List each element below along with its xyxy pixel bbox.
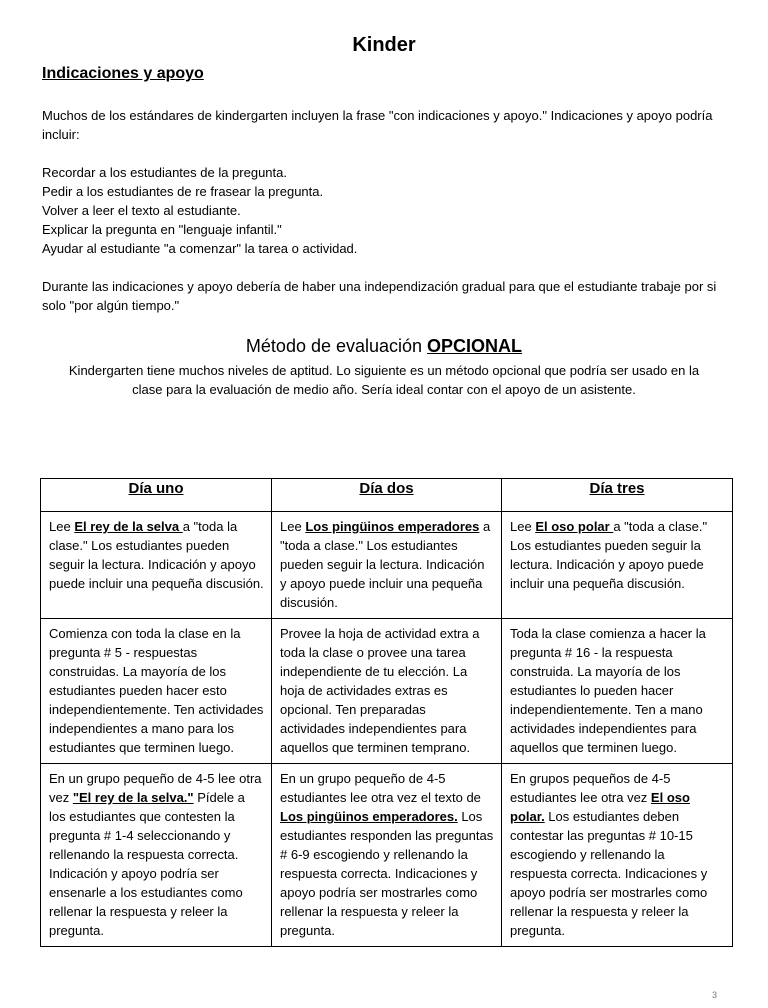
table-cell [272, 764, 502, 947]
table-row [41, 619, 733, 764]
cell-text: Pídele a los estudiantes que contesten la pregunta # 1-4 seleccionando y rellenando la respuesta correcta. Indicación y apoyo podría ser ensenarle a los estudiantes como rellenar la respuesta y releer la pregunta. [49, 790, 245, 938]
list-item: Recordar a los estudiantes de la pregunta. [42, 165, 287, 180]
cell-text: En un grupo pequeño de 4-5 lee otra vez [49, 771, 262, 805]
cell-text: Toda la clase comienza a hacer la pregunta # 16 - la respuesta construida. La mayoría de los estudiantes lo pueden hacer independientemente. Ten a mano actividades independientes para aquellos que terminen luego. [510, 626, 706, 755]
section-heading: Indicaciones y apoyo [42, 65, 204, 82]
table-cell [41, 619, 272, 764]
cell-text: En grupos pequeños de 4-5 estudiantes lee otra vez [510, 771, 671, 805]
page-title: Kinder [352, 34, 416, 56]
method-heading-emphasis: OPCIONAL [427, 336, 523, 356]
cell-text: Lee [49, 519, 75, 534]
header-day-one: Día uno [41, 479, 272, 512]
cell-text: Provee la hoja de actividad extra a toda la clase o provee una tarea independiente de tu elección. La hoja de actividades extras es opcional. Ten preparadas actividades independientes para aquellos que terminen temprano. [280, 626, 480, 755]
list-item: Volver a leer el texto al estudiante. [42, 203, 241, 218]
method-heading-prefix: Método de evaluación [245, 336, 428, 356]
method-intro: Kindergarten tiene muchos niveles de aptitud. Lo siguiente es un método opcional que podría ser usado en la clase para la evaluación de medio año. Sería ideal contar con el apoyo de un asistente. [68, 363, 700, 397]
schedule-table [40, 478, 733, 947]
book-title: "El rey de la selva." [72, 790, 194, 805]
cell-text: a "toda a clase." Los estudiantes pueden seguir la lectura. Indicación y apoyo puede incluir una pequeña discusión. [510, 519, 708, 591]
list-item: Explicar la pregunta en "lenguaje infantil." [42, 222, 282, 237]
intro-paragraph: Muchos de los estándares de kindergarten incluyen la frase "con indicaciones y apoyo." Indicaciones y apoyo podría incluir: [42, 108, 713, 142]
closing-paragraph: Durante las indicaciones y apoyo debería de haber una independización gradual para que el estudiante trabaje por si solo "por algún tiempo." [42, 279, 717, 313]
table-cell [272, 619, 502, 764]
table-cell [502, 512, 733, 619]
table-header-row [41, 479, 733, 512]
book-title: El oso polar [535, 519, 614, 534]
table-cell [272, 512, 502, 619]
book-title: El rey de la selva [74, 519, 183, 534]
cell-text: En un grupo pequeño de 4-5 estudiantes lee otra vez el texto de [280, 771, 481, 805]
cell-text: a "toda la clase." Los estudiantes pueden seguir la lectura. Indicación y apoyo puede incluir una pequeña discusión. [49, 519, 264, 591]
list-item: Pedir a los estudiantes de re frasear la pregunta. [42, 184, 324, 199]
list-item: Ayudar al estudiante "a comenzar" la tarea o actividad. [42, 241, 358, 256]
cell-text: Lee [510, 519, 536, 534]
table-row [41, 512, 733, 619]
page-number: 3 [712, 990, 718, 1000]
cell-text: Los estudiantes responden las preguntas # 6-9 escogiendo y rellenando la respuesta correcta. Indicaciones y apoyo podría ser mostrarles como rellenar la respuesta y releer la pregunta. [280, 809, 494, 938]
table-cell [502, 764, 733, 947]
table-cell [502, 619, 733, 764]
method-heading [0, 336, 768, 357]
cell-text: Los estudiantes deben contestar las preguntas # 10-15 escogiendo y rellenando la respuesta correcta. Indicaciones y apoyo podría ser mostrarles como rellenar la respuesta y releer la pregunta. [510, 809, 708, 938]
cell-text: a "toda a clase." Los estudiantes pueden seguir la lectura. Indicación y apoyo puede incluir una pequeña discusión. [280, 519, 491, 610]
support-list [42, 163, 722, 258]
table-row [41, 764, 733, 947]
header-day-three: Día tres [502, 479, 733, 512]
header-day-two: Día dos [272, 479, 502, 512]
book-title: Los pingüinos emperadores. [280, 809, 458, 824]
book-title: El oso polar. [510, 790, 690, 824]
table-cell [41, 764, 272, 947]
cell-text: Lee [280, 519, 306, 534]
cell-text: Comienza con toda la clase en la pregunta # 5 - respuestas construidas. La mayoría de los estudiantes pueden hacer esto independientemente. Ten actividades independientes a mano para los estudiantes que terminen luego. [49, 626, 264, 755]
book-title: Los pingüinos emperadores [305, 519, 480, 534]
table-cell [41, 512, 272, 619]
